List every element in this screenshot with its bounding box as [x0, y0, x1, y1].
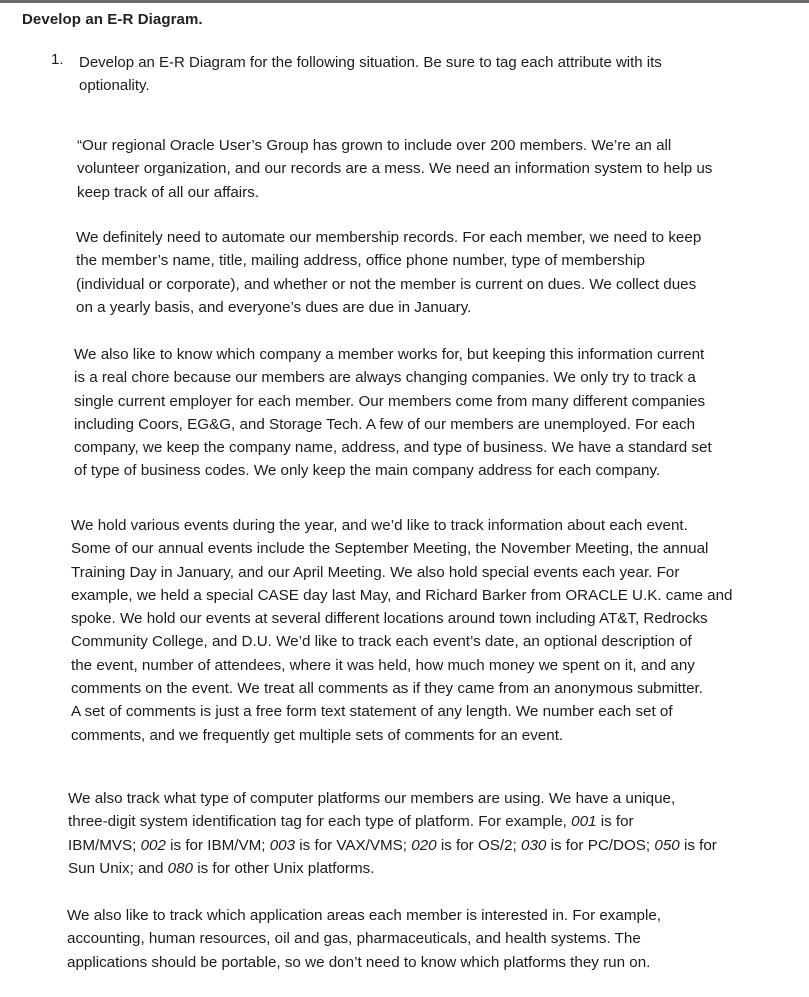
paragraph-line: applications should be portable, so we don’t need to know which platforms they run on.: [67, 953, 651, 971]
platform-desc: is for PC/DOS;: [546, 836, 655, 854]
paragraph-line: Training Day in January, and our April Meeting. We also hold special events each year. For: [71, 563, 680, 581]
paragraph-line: on a yearly basis, and everyone’s dues are due in January.: [76, 298, 472, 316]
paragraph-line: We also like to know which company a member works for, but keeping this information current: [74, 346, 705, 363]
platform-desc: is for IBM/VM;: [165, 836, 270, 854]
paragraph-line: [68, 810, 717, 833]
paragraph-line: A set of comments is just a free form text statement of any length. We number each set of: [71, 703, 673, 721]
paragraph-line: We hold various events during the year, and we’d like to track information about each event.: [71, 517, 688, 534]
line-text: IBM/MVS;: [68, 836, 141, 854]
paragraph-line: Community College, and D.U. We’d like to track each event’s date, an optional description of: [71, 633, 692, 651]
platform-desc: is for OS/2;: [436, 836, 521, 854]
platform-code: 003: [269, 836, 296, 854]
paragraph-line: of type of business codes. We only keep the main company address for each company.: [74, 462, 661, 480]
platform-code: 080: [167, 859, 193, 877]
paragraph-line: accounting, human resources, oil and gas, pharmaceuticals, and health systems. The: [67, 930, 641, 948]
platform-code: 050: [654, 836, 680, 854]
paragraph-line: Some of our annual events include the September Meeting, the November Meeting, the annual: [71, 540, 709, 558]
question-line: Develop an E-R Diagram for the following situation. Be sure to tag each attribute with its: [79, 54, 662, 71]
paragraph-line: We also like to track which application areas each member is interested in. For example,: [67, 907, 661, 924]
paragraph-membership: [76, 226, 701, 319]
platform-desc: is for VAX/VMS;: [295, 836, 412, 854]
paragraph-line: spoke. We hold our events at several different locations around town including AT&T, Redrocks: [71, 610, 708, 628]
paragraph-events: [71, 514, 733, 747]
paragraph-line: comments on the event. We treat all comments as if they came from an anonymous submitter.: [71, 680, 703, 698]
paragraph-line: the member’s name, title, mailing address, office phone number, type of membership: [76, 252, 645, 270]
platform-code: 002: [140, 836, 166, 854]
paragraph-line: single current employer for each member. Our members come from many different companies: [74, 392, 706, 410]
paragraph-line: comments, and we frequently get multiple sets of comments for an event.: [71, 726, 564, 744]
platform-code: 020: [411, 836, 437, 854]
platform-desc: is for: [679, 836, 717, 854]
paragraph-line: including Coors, EG&G, and Storage Tech. A few of our members are unemployed. For each: [74, 415, 696, 433]
question-prompt: [79, 51, 739, 97]
paragraph-line: We also track what type of computer platforms our members are using. We have a unique,: [68, 790, 676, 807]
paragraph-line: “Our regional Oracle User’s Group has grown to include over 200 members. We’re an all: [77, 137, 672, 154]
line-text: is for other Unix platforms.: [192, 859, 375, 877]
line-text: three-digit system identification tag for each type of platform. For example,: [68, 813, 567, 831]
paragraph-line: (individual or corporate), and whether or not the member is current on dues. We collect dues: [76, 275, 697, 293]
paragraph-intro: [77, 134, 712, 204]
paragraph-line: company, we keep the company name, address, and type of business. We have a standard set: [74, 439, 712, 457]
question-number: 1.: [51, 51, 64, 68]
platform-code: 001: [571, 813, 597, 831]
paragraph-line: keep track of all our affairs.: [77, 183, 260, 201]
line-text: Sun Unix; and: [68, 859, 168, 877]
paragraph-companies: [74, 343, 712, 483]
paragraph-line: [68, 857, 717, 880]
paragraph-line: volunteer organization, and our records are a mess. We need an information system to help us: [77, 160, 713, 178]
paragraph-line: [68, 834, 717, 857]
paragraph-line: We definitely need to automate our membership records. For each member, we need to keep: [76, 229, 702, 246]
paragraph-line: example, we held a special CASE day last May, and Richard Barker from ORACLE U.K. came and: [71, 586, 733, 604]
platform-code: 030: [521, 836, 547, 854]
top-border-rule: [0, 0, 809, 3]
paragraph-applications: [67, 904, 661, 974]
document-title: Develop an E-R Diagram.: [22, 11, 203, 28]
paragraph-platforms: [68, 787, 717, 880]
question-line: optionality.: [79, 77, 150, 94]
paragraph-line: is a real chore because our members are always changing companies. We only try to track a: [74, 369, 696, 387]
platform-desc: is for: [596, 813, 634, 831]
paragraph-line: the event, number of attendees, where it was held, how much money we spent on it, and any: [71, 656, 695, 674]
